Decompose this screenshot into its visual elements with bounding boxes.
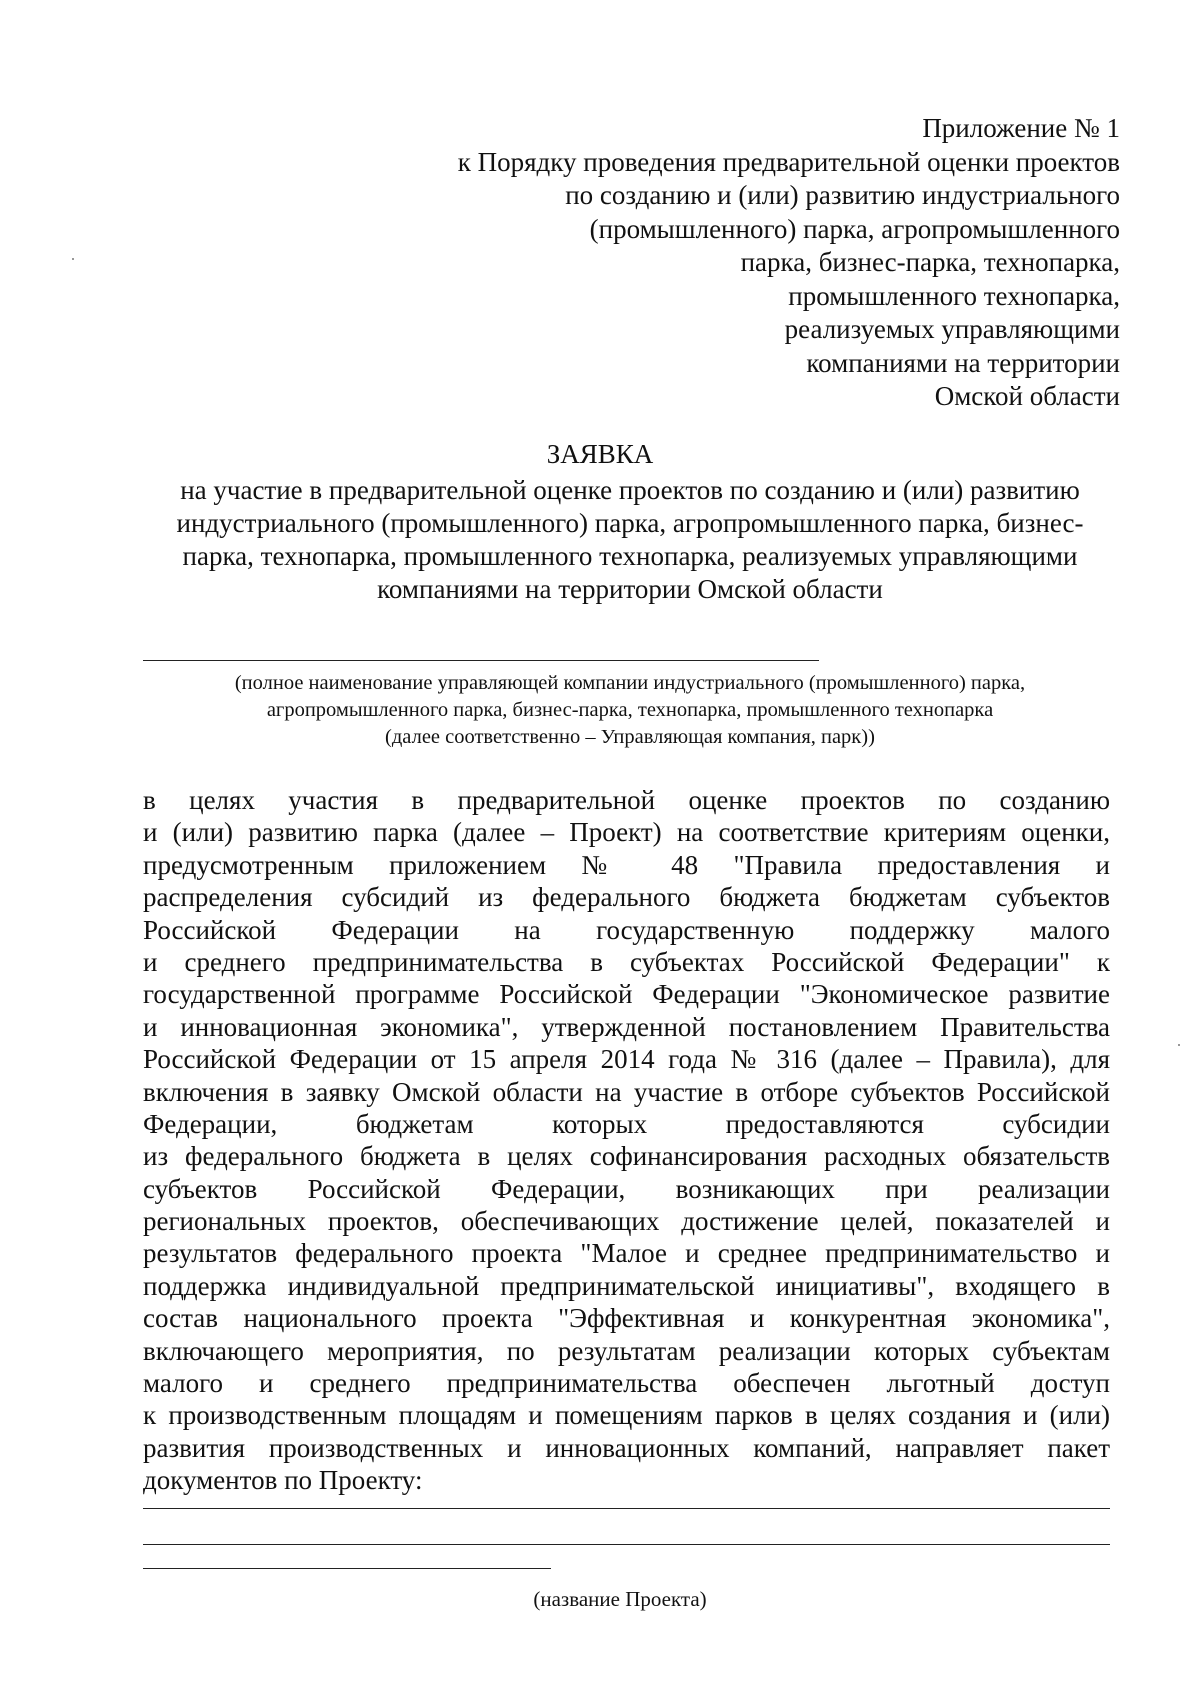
body-line: поддержка индивидуальной предпринимательской инициативы", входящего в	[143, 1270, 1110, 1301]
subtitle-line: индустриального (промышленного) парка, агропромышленного парка, бизнес-	[176, 508, 1084, 538]
body-line: в целях участия в предварительной оценке проектов по созданию	[143, 785, 1110, 815]
body-line: Российской Федерации от 15 апреля 2014 года № 316 (далее – Правила), для	[143, 1044, 1110, 1075]
caption-line: (полное наименование управляющей компании индустриального (промышленного) парка,	[234, 672, 1026, 694]
subtitle-line: компаниями на территории Омской области	[377, 574, 883, 604]
body-line: региональных проектов, обеспечивающих достижение целей, показателей и	[143, 1206, 1110, 1237]
subtitle-line: парка, технопарка, промышленного технопарка, реализуемых управляющими	[182, 541, 1078, 571]
body-line: включения в заявку Омской области на участие в отборе субъектов Российской	[143, 1076, 1110, 1107]
subtitle-line: на участие в предварительной оценке проектов по созданию и (или) развитию	[180, 475, 1080, 505]
project-name-blank-line-3[interactable]	[143, 1568, 551, 1569]
company-name-caption	[140, 670, 1120, 751]
body-line: развития производственных и инновационных компаний, направляет пакет	[143, 1432, 1110, 1463]
scan-speck	[72, 258, 74, 260]
caption-line: (далее соответственно – Управляющая компания, парк))	[385, 726, 875, 748]
appendix-line: (промышленного) парка, агропромышленного	[589, 213, 1120, 244]
project-name-blank-line-1[interactable]	[143, 1508, 1110, 1509]
appendix-line: промышленного технопарка,	[788, 280, 1120, 311]
company-name-blank-line[interactable]	[143, 660, 819, 661]
appendix-header	[320, 112, 1120, 414]
project-name-caption: (название Проекта)	[533, 1587, 707, 1611]
project-name-blank-line-2[interactable]	[143, 1544, 1110, 1545]
body-line: государственной программе Российской Федерации "Экономическое развитие	[143, 979, 1110, 1010]
appendix-line: Омской области	[934, 381, 1120, 411]
document-subtitle	[140, 474, 1120, 606]
body-line: и (или) развитию парка (далее – Проект) на соответствие критериям оценки,	[143, 817, 1110, 848]
appendix-line: реализуемых управляющими	[784, 314, 1120, 344]
body-line: из федерального бюджета в целях софинансирования расходных обязательств	[143, 1141, 1110, 1172]
scan-speck	[1178, 1044, 1180, 1046]
body-line: предусмотренным приложением № 48 "Правила предоставления и	[143, 849, 1110, 880]
appendix-line: парка, бизнес-парка, технопарка,	[740, 247, 1120, 277]
body-line: субъектов Российской Федерации, возникающих при реализации	[143, 1173, 1110, 1204]
body-line: результатов федерального проекта "Малое и среднее предпринимательство и	[143, 1238, 1110, 1269]
body-line: Федерации, бюджетам которых предоставляются субсидии	[143, 1108, 1110, 1139]
appendix-line: Приложение № 1	[922, 113, 1120, 143]
caption-line: агропромышленного парка, бизнес-парка, технопарка, промышленного технопарка	[266, 699, 994, 721]
appendix-line: компаниями на территории	[806, 347, 1120, 378]
body-line: состав национального проекта "Эффективная и конкурентная экономика",	[143, 1303, 1110, 1334]
body-paragraph	[143, 784, 1110, 1497]
body-line: и среднего предпринимательства в субъектах Российской Федерации" к	[143, 946, 1110, 977]
document-title: ЗАЯВКА	[546, 439, 654, 469]
appendix-line: к Порядку проведения предварительной оценки проектов	[457, 146, 1120, 177]
body-line: включающего мероприятия, по результатам реализации которых субъектам	[143, 1335, 1110, 1366]
body-line: малого и среднего предпринимательства обеспечен льготный доступ	[143, 1368, 1110, 1399]
body-line: и инновационная экономика", утвержденной постановлением Правительства	[143, 1011, 1110, 1042]
body-line: документов по Проекту:	[143, 1465, 423, 1496]
body-line: к производственным площадям и помещениям парков в целях создания и (или)	[143, 1400, 1110, 1431]
appendix-line: по созданию и (или) развитию индустриального	[565, 180, 1120, 210]
body-line: Российской Федерации на государственную поддержку малого	[143, 914, 1110, 945]
body-line: распределения субсидий из федерального бюджета бюджетам субъектов	[143, 882, 1110, 913]
